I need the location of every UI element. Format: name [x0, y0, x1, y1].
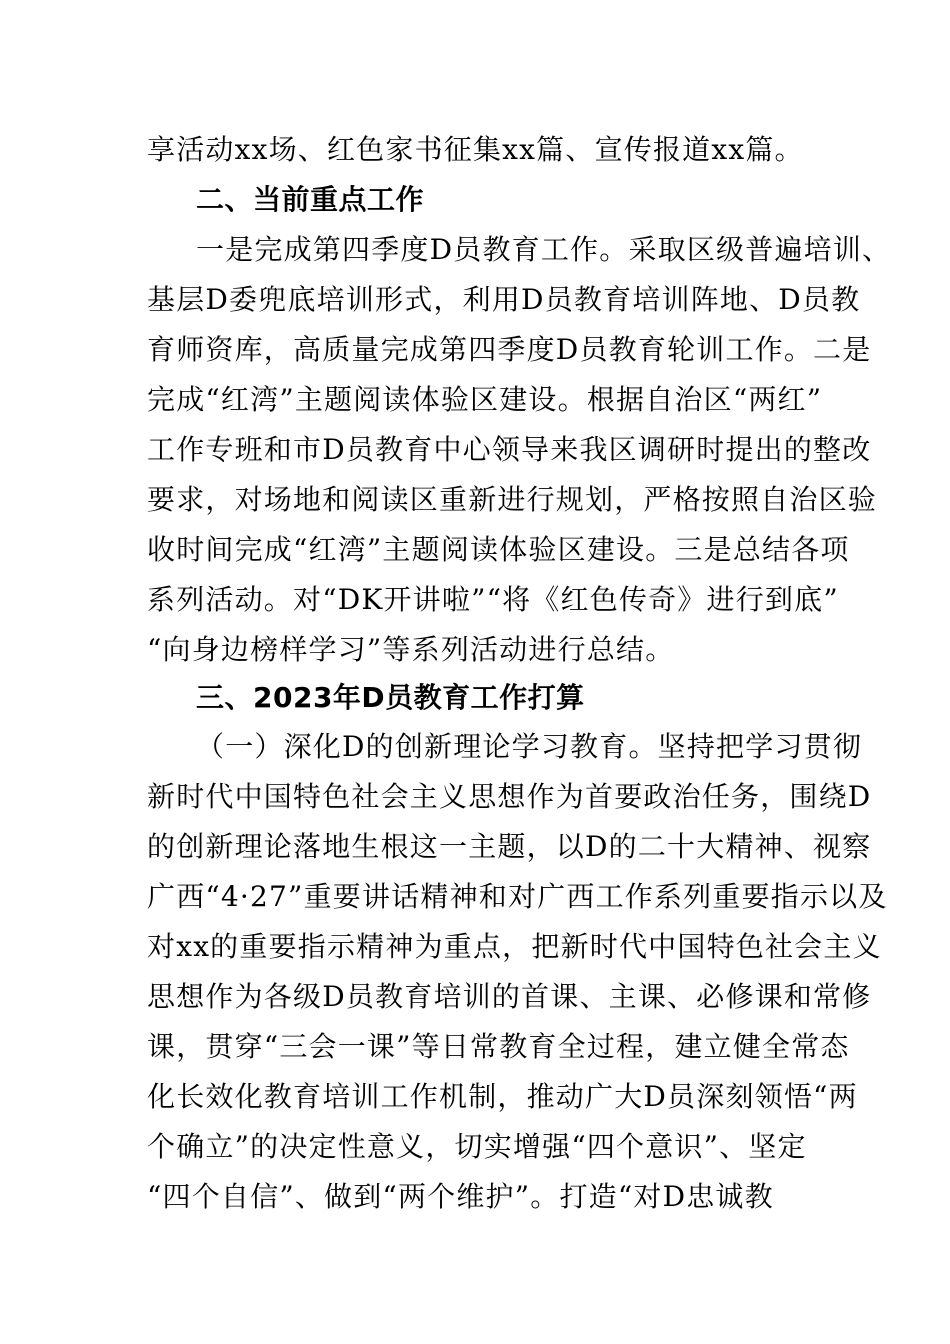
body-line-6: 完成“红湾”主题阅读体验区建设。根据自治区“两红” — [147, 383, 823, 416]
body-line-11: “向身边榜样学习”等系列活动进行总结。 — [147, 633, 675, 666]
body-line-16: 广西“4·27”重要讲话精神和对广西工作系列重要指示以及 — [147, 880, 888, 913]
body-line-17: 对xx的重要指示精神为重点，把新时代中国特色社会主义 — [147, 930, 882, 963]
body-line-10: 系列活动。对“DK开讲啦”“将《红色传奇》进行到底” — [147, 583, 839, 616]
body-line-7: 工作专班和市D员教育中心领导来我区调研时提出的整改 — [147, 433, 872, 466]
body-line-18: 思想作为各级D员教育培训的首课、主课、必修课和常修 — [147, 980, 872, 1013]
body-line-19: 课，贯穿“三会一课”等日常教育全过程，建立健全常态 — [147, 1030, 850, 1063]
section-heading-current-work: 二、当前重点工作 — [196, 183, 425, 216]
body-line-1: 享活动xx场、红色家书征集xx篇、宣传报道xx篇。 — [147, 133, 804, 166]
body-line-3: 一是完成第四季度D员教育工作。采取区级普遍培训、 — [196, 233, 892, 266]
body-line-9: 收时间完成“红湾”主题阅读体验区建设。三是总结各项 — [147, 533, 850, 566]
body-line-14: 新时代中国特色社会主义思想作为首要政治任务，围绕D — [147, 780, 872, 813]
body-line-21: 个确立”的决定性意义，切实增强“四个意识”、坚定 — [147, 1130, 807, 1163]
body-line-20: 化长效化教育培训工作机制，推动广大D员深刻领悟“两 — [147, 1080, 858, 1113]
body-line-15: 的创新理论落地生根这一主题，以D的二十大精神、视察 — [147, 830, 872, 863]
body-line-8: 要求，对场地和阅读区重新进行规划，严格按照自治区验 — [147, 483, 878, 516]
section-heading-2023-plan: 三、2023年D员教育工作打算 — [196, 681, 585, 714]
body-line-4: 基层D委兜底培训形式，利用D员教育培训阵地、D员教 — [147, 283, 861, 316]
body-line-22: “四个自信”、做到“两个维护”。打造“对D忠诚教 — [147, 1180, 774, 1213]
body-line-5: 育师资库，高质量完成第四季度D员教育轮训工作。二是 — [147, 333, 872, 366]
body-line-13: （一）深化D的创新理论学习教育。坚持把学习贯彻 — [196, 730, 863, 763]
